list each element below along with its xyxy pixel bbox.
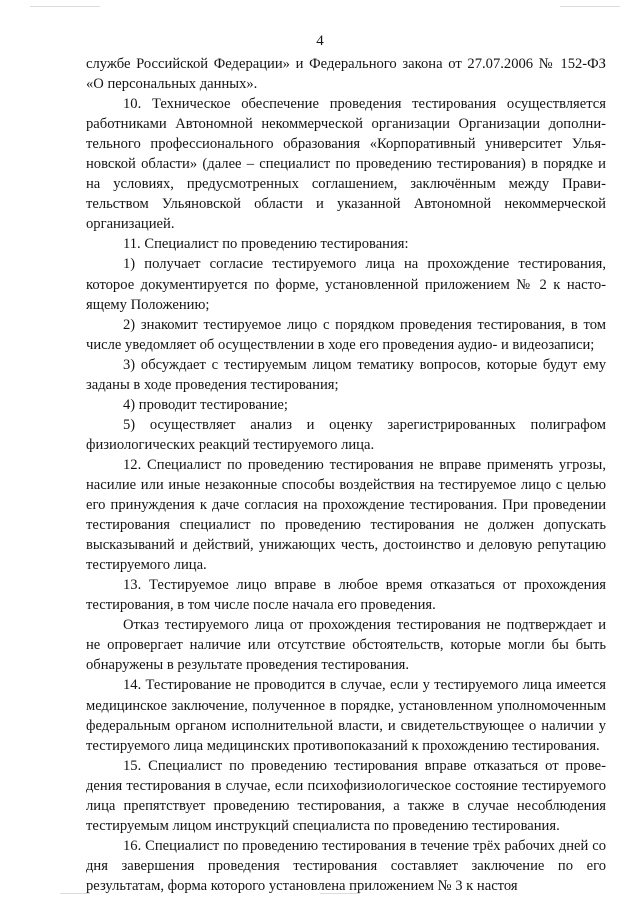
paragraph: 16. Специалист по проведению тестирования в течение трёх рабочих дней со дня завершения проведения тестирования составляет заключение по его результатам, форма которого установлена приложением № 3 к настоя [86, 837, 606, 894]
list-item: 3) обсуждает с тестируемым лицом тематику вопросов, которые будут ему заданы в ходе проведения тестирования; [86, 356, 606, 393]
paragraph: 13. Тестируемое лицо вправе в любое время отказаться от прохождения тестирования, в том числе после начала его проведения. [86, 577, 606, 614]
paragraph: 10. Техническое обеспечение проведения тестирования осуществляется работниками Автономной некоммерческой организации Организации дополнительного профессионального образования «Корпоративный университет Ульяновской области» (далее – специалист по проведению тестирования) в порядке и на условиях, предусмотренных соглашением, заключённым между Правительством Ульяновской области и указанной Автономной некоммерческой организацией. [86, 96, 606, 233]
list-item: 1) получает согласие тестируемого лица на прохождение тестирования, которое документируется по форме, установленной приложением № 2 к настоящему Положению; [86, 256, 606, 313]
paragraph: 12. Специалист по проведению тестирования не вправе применять угрозы, насилие или иные незаконные способы воздействия на тестируемое лицо с целью его принуждения к даче согласия на прохождение тестирования. При проведении тестирования специалист по проведению тестирования не должен допускать высказываний и действий, унижающих честь, достоинство и деловую репутацию тестируемого лица. [86, 456, 606, 574]
list-item: 5) осуществляет анализ и оценку зарегистрированных полиграфом физиологических реакций тестируемого лица. [86, 416, 606, 453]
list-item: 4) проводит тестирование; [123, 396, 288, 413]
paragraph: 11. Специалист по проведению тестирования: [123, 236, 409, 253]
list-item: 2) знакомит тестируемое лицо с порядком проведения тестирования, в том числе уведомляет об осуществлении в ходе его проведения аудио- и видеозаписи; [86, 316, 606, 353]
scan-mark [560, 6, 620, 7]
paragraph: 15. Специалист по проведению тестирования вправе отказаться от проведения тестирования в случае, если психофизиологическое состояние тестируемого лица препятствует проведению тестирования, а также в случае несоблюдения тестируемым лицом инструкций специалиста по проведению тестирования. [86, 757, 606, 834]
paragraph: службе Российской Федерации» и Федерального закона от 27.07.2006 № 152-ФЗ «О персональных данных». [86, 56, 606, 93]
page-number: 4 [316, 33, 324, 49]
document-body [86, 54, 606, 896]
scan-mark [30, 6, 100, 7]
paragraph: Отказ тестируемого лица от прохождения тестирования не подтверждает и не опровергает наличие или отсутствие обстоятельств, которые могли бы быть обнаружены в результате проведения тестирования. [86, 617, 606, 674]
paragraph: 14. Тестирование не проводится в случае, если у тестируемого лица имеется медицинское заключение, полученное в порядке, установленном уполномоченным федеральным органом исполнительной власти, и свидетельствующее о наличии у тестируемого лица медицинских противопоказаний к прохождению тестирования. [86, 677, 606, 754]
